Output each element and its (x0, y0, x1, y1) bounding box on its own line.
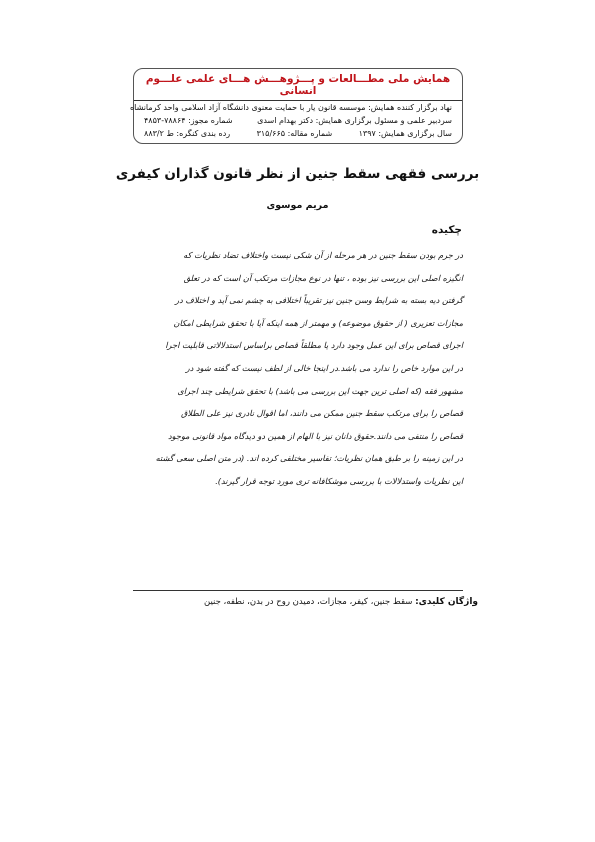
abstract-line: این نظریات واستدلالات با بررسی موشکافانه تری مورد توجه قرار گیرند). (215, 475, 463, 486)
conference-title: همایش ملی مطـــالعات و پـــژوهـــش هـــای علمی علـــوم انسانی (134, 73, 462, 101)
keywords-text: سقط جنین، کیفر، مجازات، دمیدن روح در بدن، نطفه، جنین (203, 597, 413, 607)
abstract-line: انگیزه اصلی این بررسی نیز بوده ، تنها در نوع مجازات مرتکب آن است که در تعلق (183, 272, 463, 283)
abstract-line: مجازات تعزیری ( از حقوق موضوعه) و مهمتر از همه اینکه آیا با تحقق شرایطی امکان (173, 317, 463, 328)
abstract-line: در این موارد خاص را ندارد می باشد.در اینجا خالی از لطف نیست که گفته شود در (185, 362, 463, 373)
header-line-editor (144, 114, 452, 127)
conference-year: سال برگزاری همایش: ۱۳۹۷ (358, 129, 452, 138)
keywords-line (204, 597, 478, 607)
organizer-text: نهاد برگزار کننده همایش: موسسه قانون یار با حمایت معنوی دانشگاه آزاد اسلامی واحد کرمانشاه (129, 103, 452, 112)
abstract-body (133, 244, 463, 493)
abstract-line: در جرم بودن سقط جنین در هر مرحله از آن شکی نیست واختلاف تضاد نظریات که (183, 250, 463, 260)
footnote-divider (133, 590, 463, 591)
abstract-line: قصاص را برای مرتکب سقط جنین ممکن می دانند، اما اقوال نادری نیز علی الطلاق (181, 408, 463, 419)
license-number: شماره مجوز: ۷۸۸۶۴-۴۸۵۳ (144, 116, 233, 125)
abstract-line: قصاص را منتفی می دانند.حقوق دانان نیز با الهام از همین دو دیدگاه مواد قانونی موجود (168, 430, 463, 441)
header-line-meta (144, 127, 452, 140)
abstract-heading: چکیده (431, 224, 462, 236)
paper-title: بررسی فقهی سقط جنین از نظر قانون گذاران کیفری (115, 166, 480, 182)
article-number: شماره مقاله: ۳۱۵/۶۶۵ (256, 129, 333, 138)
header-line-organizer (129, 101, 452, 114)
abstract-line: گرفتن دیه بسته به شرایط وسن جنین نیز تقریباً اختلافی به چشم نمی آید و اختلاف در (175, 295, 463, 306)
keywords-label: واژگان کلیدی: (415, 597, 478, 607)
editor-text: سردبیر علمی و مسئول برگزاری همایش: دکتر بهدام اسدی (257, 116, 452, 125)
conference-header-box (129, 68, 463, 144)
abstract-line: اجرای قصاص برای این عمل وجود دارد یا مطلقاً قصاص براساس استدلالاتی قابلیت اجرا (165, 340, 463, 351)
author-name: مریم موسوی (266, 200, 329, 211)
abstract-line: مشهور فقه (که اصلی ترین جهت این بررسی می باشد) با تحقق شرایطی چند اجرای (177, 385, 463, 396)
congress-classification: رده بندی کنگره: ط ۸۸۳/۲ (144, 129, 231, 138)
abstract-line: در این زمینه را بر طبق همان نظریات؛ تفاسیر مختلفی کرده اند. (در متن اصلی سعی گشته (155, 453, 463, 464)
